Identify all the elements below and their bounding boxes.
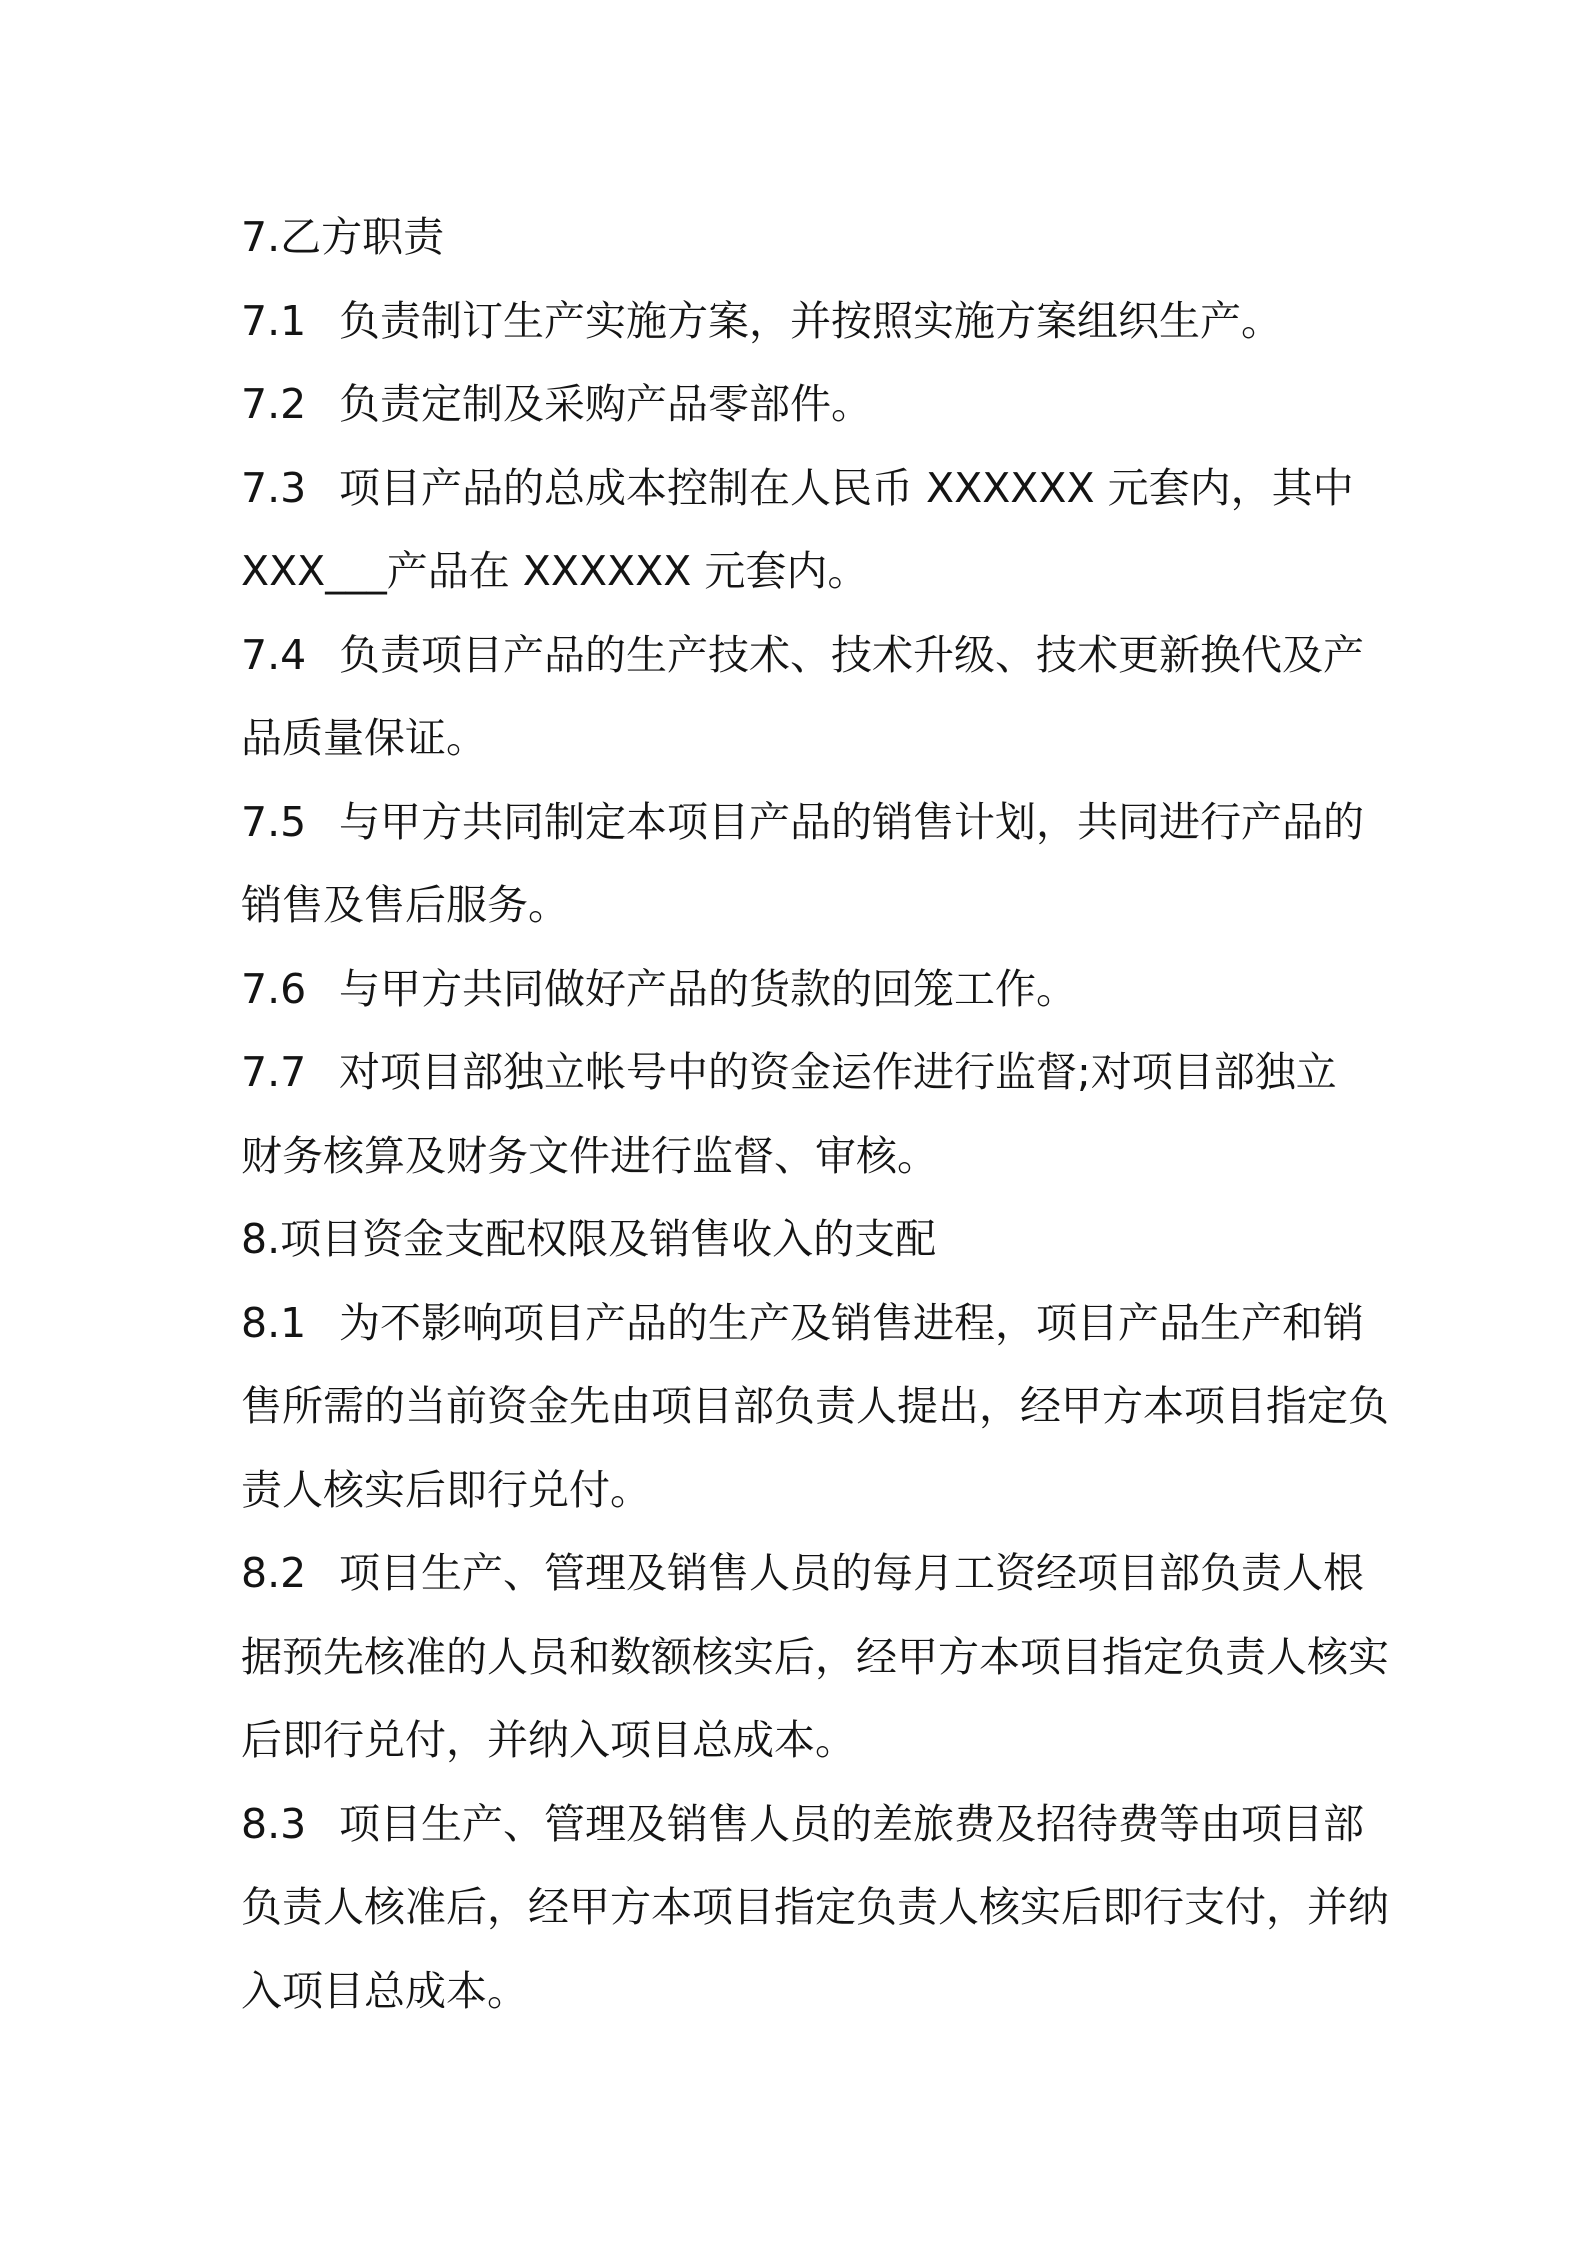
clause-text: 后即行兑付，并纳入项目总成本。 — [241, 1716, 856, 1764]
clause-text: 据预先核准的人员和数额核实后，经甲方本项目指定负责人核实 — [241, 1632, 1389, 1681]
clause-number: 7.4 — [241, 630, 307, 679]
clause-number: 7.7 — [241, 1048, 307, 1096]
clause-number: 7.2 — [241, 380, 307, 428]
clause-8-2-continuation — [241, 1616, 1389, 1700]
clause-7-3 — [241, 447, 1361, 531]
clause-text: 项目生产、管理及销售人员的每月工资经项目部负责人根 — [339, 1549, 1364, 1597]
clause-number: 7.5 — [241, 797, 307, 846]
clause-number: 7.6 — [241, 964, 307, 1013]
clause-7-4 — [241, 614, 1364, 698]
clause-text: 与甲方共同制定本项目产品的销售计划，共同进行产品的 — [339, 797, 1364, 846]
clause-text: 负责项目产品的生产技术、技术升级、技术更新换代及产 — [339, 630, 1364, 679]
clause-text: 责人核实后即行兑付。 — [241, 1465, 651, 1514]
clause-7-1 — [241, 280, 1361, 364]
clause-text: 负责定制及采购产品零部件。 — [339, 380, 872, 428]
clause-7-4-continuation — [241, 697, 1361, 781]
clause-text: 入项目总成本。 — [241, 1966, 528, 2015]
clause-7-3-continuation — [241, 530, 1361, 614]
clause-8-1-continuation — [241, 1449, 1361, 1533]
clause-text: 财务核算及财务文件进行监督、审核。 — [241, 1131, 938, 1180]
clause-number: 7.3 — [241, 463, 307, 512]
clause-text: 售所需的当前资金先由项目部负责人提出，经甲方本项目指定负 — [241, 1382, 1389, 1430]
clause-text: 项目生产、管理及销售人员的差旅费及招待费等由项目部 — [339, 1799, 1364, 1848]
clause-text: 对项目部独立帐号中的资金运作进行监督;对项目部独立 — [339, 1048, 1337, 1096]
clause-number: 8.3 — [241, 1799, 307, 1848]
clause-8-1 — [241, 1282, 1364, 1366]
clause-8-3 — [241, 1783, 1364, 1867]
section-7-heading — [241, 196, 1361, 280]
clause-text: 与甲方共同做好产品的货款的回笼工作。 — [339, 964, 1077, 1013]
clause-7-7-continuation — [241, 1115, 1361, 1199]
clause-text: XXX___产品在 XXXXXX 元套内。 — [241, 547, 869, 595]
clause-8-3-continuation — [241, 1950, 1361, 2034]
clause-text: 销售及售后服务。 — [241, 881, 569, 929]
clause-number: 7.1 — [241, 296, 307, 345]
heading-text: 8.项目资金支配权限及销售收入的支配 — [241, 1215, 937, 1263]
clause-7-7 — [241, 1031, 1361, 1115]
clause-7-5-continuation — [241, 864, 1361, 948]
clause-7-2 — [241, 363, 1361, 447]
clause-8-2 — [241, 1532, 1364, 1616]
clause-7-6 — [241, 948, 1361, 1032]
section-8-heading — [241, 1198, 1361, 1282]
heading-text: 7.乙方职责 — [241, 213, 445, 261]
clause-8-1-continuation — [241, 1365, 1389, 1449]
clause-text: 负责人核准后，经甲方本项目指定负责人核实后即行支付，并纳 — [241, 1883, 1389, 1931]
clause-number: 8.2 — [241, 1549, 307, 1597]
clause-7-5 — [241, 781, 1364, 865]
document-body — [241, 196, 1389, 2033]
clause-8-2-continuation — [241, 1699, 1361, 1783]
clause-number: 8.1 — [241, 1298, 307, 1347]
clause-text: 项目产品的总成本控制在人民币 XXXXXX 元套内，其中 — [339, 463, 1354, 512]
clause-text: 负责制订生产实施方案，并按照实施方案组织生产。 — [339, 296, 1282, 345]
clause-text: 为不影响项目产品的生产及销售进程，项目产品生产和销 — [339, 1298, 1364, 1347]
clause-8-3-continuation — [241, 1866, 1389, 1950]
clause-text: 品质量保证。 — [241, 714, 487, 762]
